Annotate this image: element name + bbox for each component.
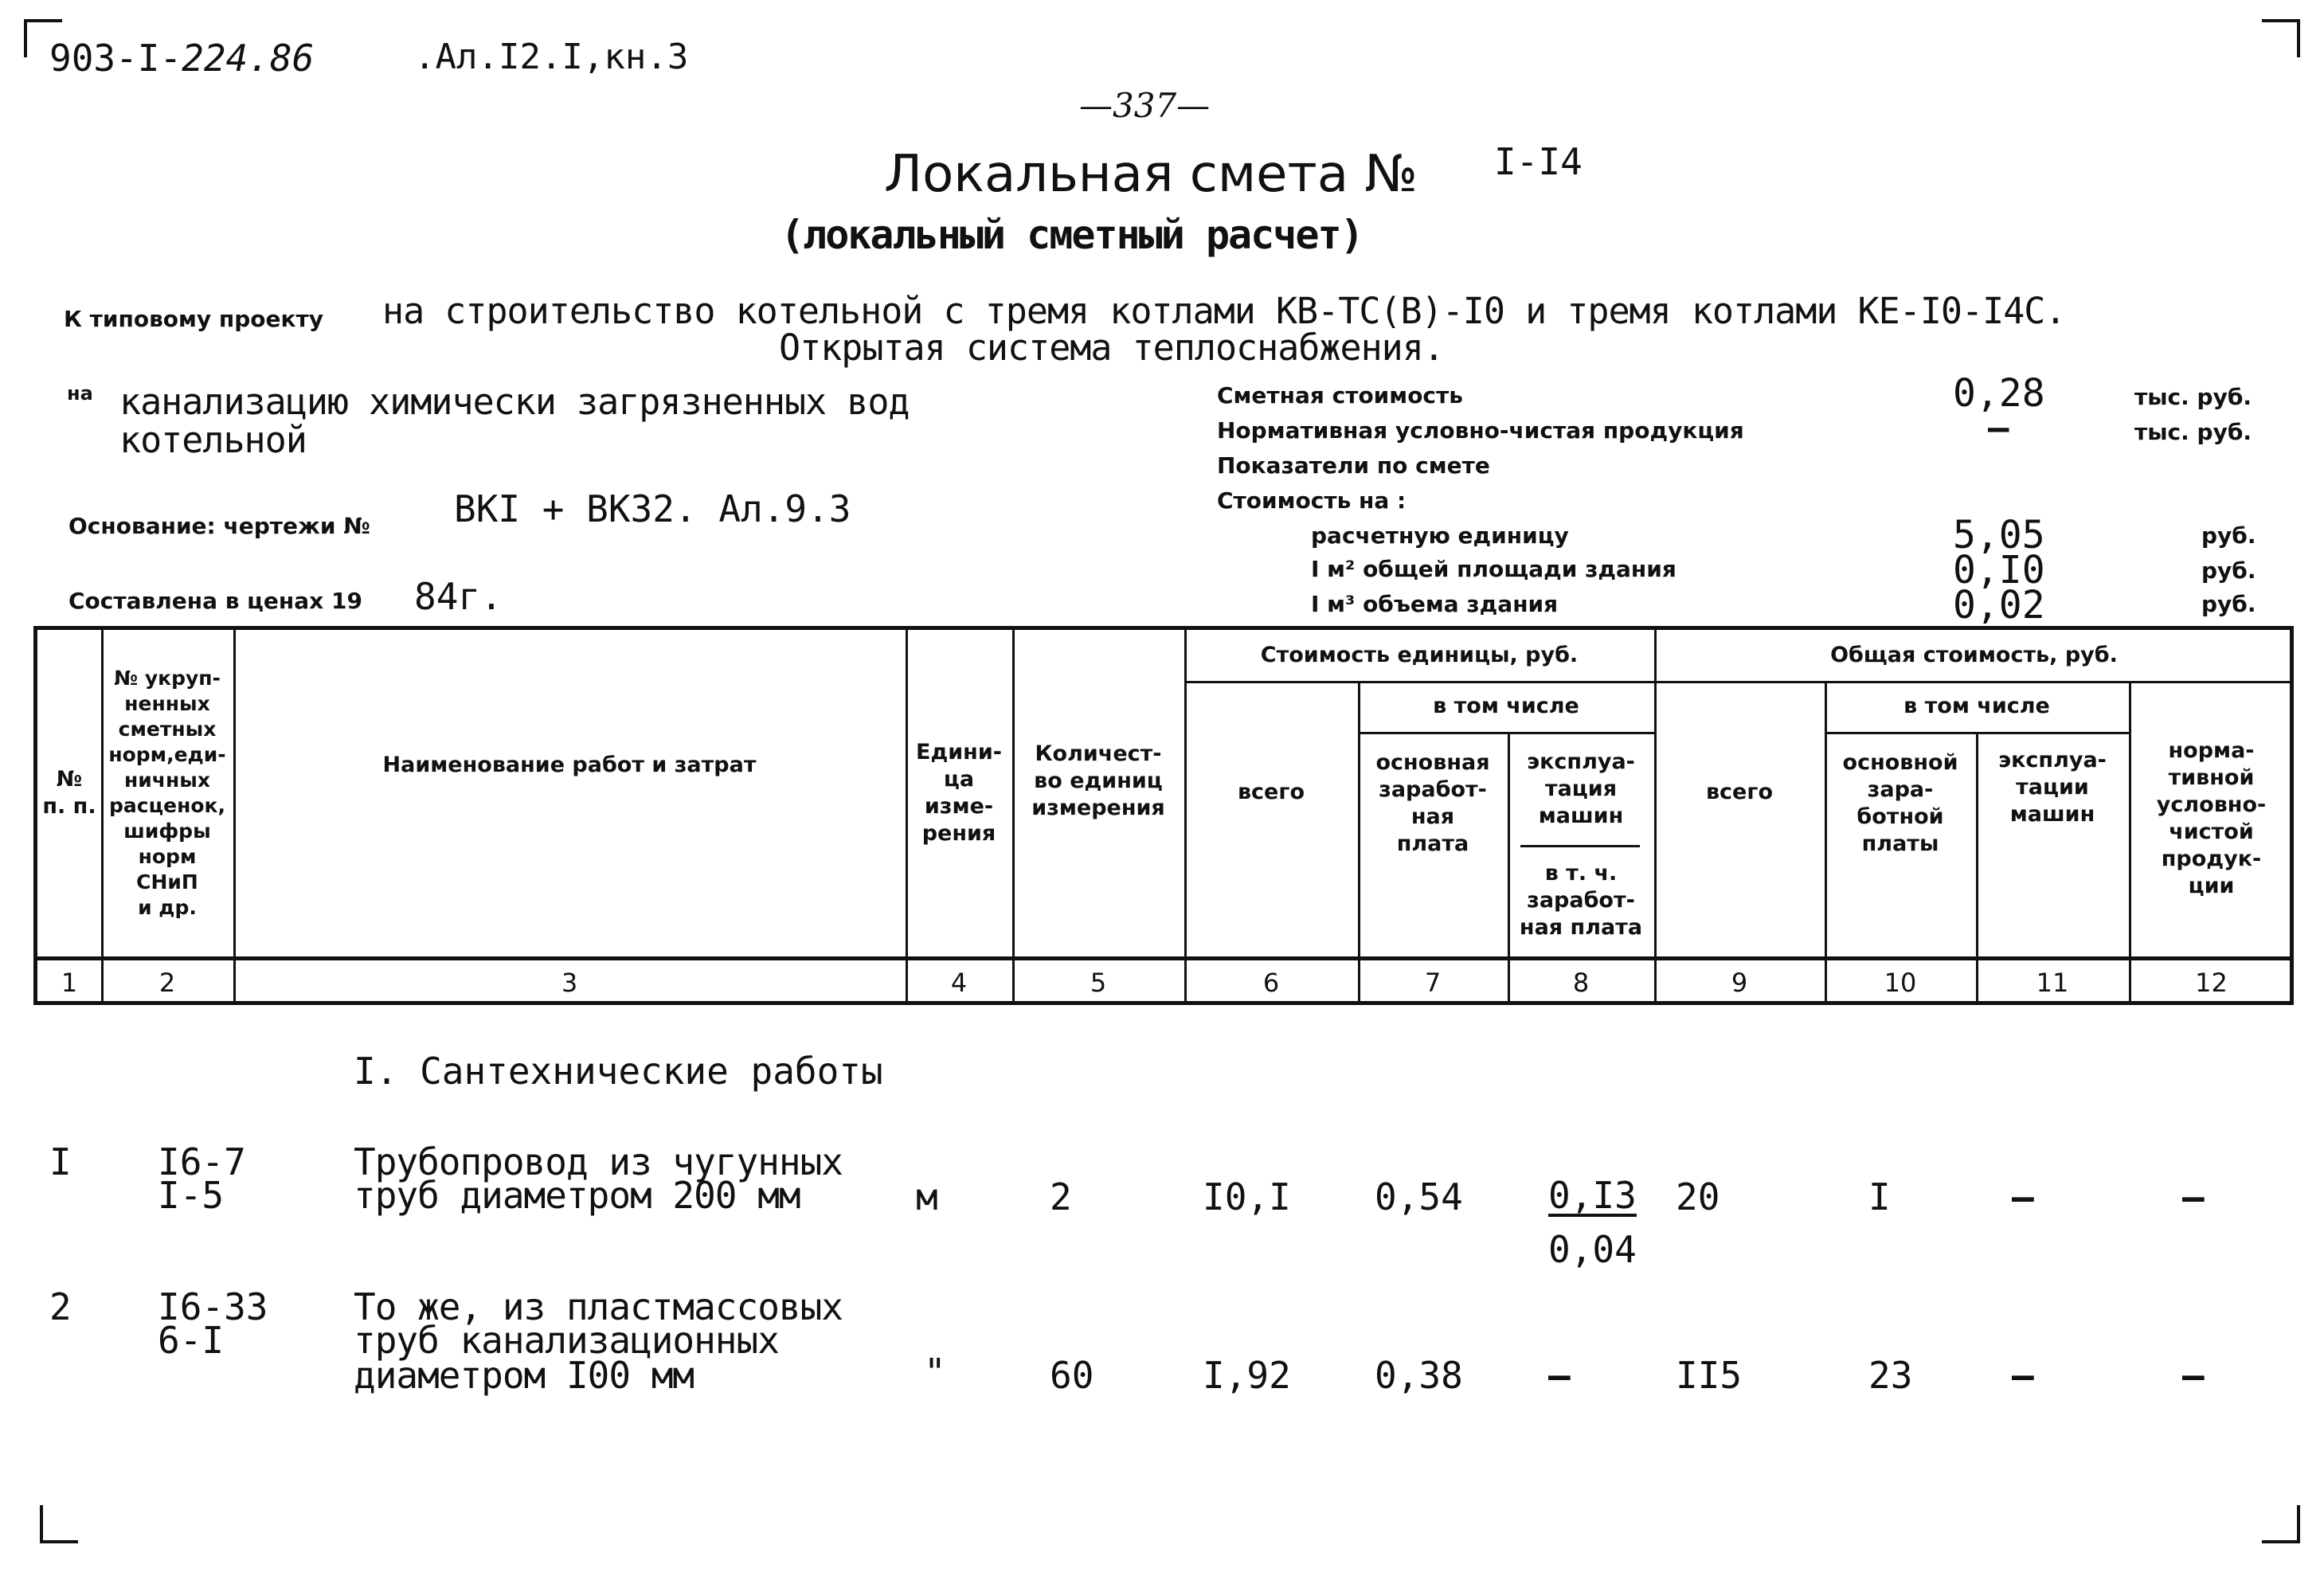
row-1-code-1: I6-7 [158, 1140, 246, 1183]
col-header-work-name: Наименование работ и затрат [382, 753, 757, 777]
row-1-cost-total: I0,I [1203, 1175, 1291, 1218]
row-2-code-1: I6-33 [158, 1285, 268, 1328]
col-number: 8 [1572, 968, 1590, 998]
col-header-quantity: Количест- во единиц измерения [1031, 741, 1165, 820]
doc-code [49, 37, 314, 80]
col-number: 4 [950, 968, 968, 998]
col-header-unit-wage: основная заработ- ная плата [1375, 750, 1490, 856]
col-header-code: № укруп- ненных сметных норм,еди- ничных расценок, шифры норм СНиП и др. [108, 667, 226, 919]
row-2-cost-wage: 0,38 [1375, 1354, 1463, 1397]
summary-volume-label: I м³ объема здания [1311, 591, 1559, 617]
summary-volume-unit: руб. [2201, 591, 2256, 617]
summary-unit-unit: руб. [2201, 522, 2256, 549]
row-2-sum-normative: — [2182, 1354, 2205, 1397]
summary-unit-label: расчетную единицу [1311, 522, 1569, 549]
summary-estimate-label: Сметная стоимость [1217, 382, 1463, 409]
project-line-1: на строительство котельной с тремя котлами КВ-ТС(В)-I0 и тремя котлами КЕ-I0-I4С. [382, 290, 2066, 332]
summary-area-unit: руб. [2201, 557, 2256, 584]
col-number: 9 [1731, 968, 1748, 998]
row-2-cost-machines: — [1548, 1354, 1571, 1397]
col-number: 11 [2036, 968, 2069, 998]
summary-cost-per-label: Стоимость на : [1217, 487, 1407, 514]
row-1-name-1: Трубопровод из чугунных [354, 1140, 843, 1183]
page-title-number: I-I4 [1494, 140, 1583, 183]
row-2-sum-machines: — [2012, 1354, 2034, 1397]
row-2-code-2: 6-I [158, 1319, 225, 1362]
row-1-name-2: труб диаметром 200 мм [354, 1174, 800, 1217]
col-number: 6 [1262, 968, 1280, 998]
col-header-unit-machines: эксплуа- тация машин [1527, 749, 1635, 828]
project-line-2: Открытая система теплоснабжения. [779, 327, 1444, 369]
basis-value: ВКI + ВК32. Ал.9.3 [454, 487, 851, 530]
corner-mark-bottom-right [2262, 1505, 2300, 1543]
on-line-1: канализацию химически загрязненных вод [119, 381, 910, 423]
doc-album: .Ал.I2.I,кн.3 [414, 37, 689, 77]
summary-unit-value: 5,05 [1953, 513, 2045, 557]
summary-volume-value: 0,02 [1953, 583, 2045, 628]
basis-label: Основание: чертежи № [68, 513, 370, 539]
row-1-qty: 2 [1050, 1175, 1072, 1218]
row-2-number: 2 [49, 1285, 72, 1328]
row-2-sum-wage: 23 [1868, 1354, 1913, 1397]
row-1-sum-total: 20 [1676, 1175, 1720, 1218]
col-number: 5 [1090, 968, 1107, 998]
on-line-2: котельной [119, 419, 307, 461]
section-title: I. Сантехнические работы [354, 1050, 883, 1093]
col-header-unit-total: всего [1237, 780, 1305, 804]
col-header-number: № п. п. [42, 767, 96, 819]
row-1-sum-machines: — [2012, 1175, 2034, 1218]
col-number: 10 [1884, 968, 1917, 998]
row-1-unit: м [916, 1175, 938, 1218]
prices-label: Составлена в ценах 19 [68, 588, 362, 614]
summary-estimate-unit: тыс. руб. [2134, 384, 2252, 410]
col-header-total-cost: Общая стоимость, руб. [1830, 643, 2118, 667]
row-1-sum-normative: — [2182, 1175, 2205, 1218]
summary-area-value: 0,I0 [1953, 548, 2045, 592]
row-1-sum-wage: I [1868, 1175, 1891, 1218]
col-header-unit-machines-wage: в т. ч. заработ- ная плата [1519, 861, 1643, 940]
summary-estimate-value: 0,28 [1953, 371, 2045, 416]
col-header-unit-incl: в том числе [1433, 694, 1579, 718]
col-header-unit: Едини- ца изме- рения [916, 740, 1002, 846]
page-title-sub: (локальный сметный расчет) [781, 212, 1363, 258]
page-number: —337— [1079, 86, 1211, 125]
row-2-name-1: То же, из пластмассовых [354, 1285, 843, 1328]
row-2-cost-total: I,92 [1203, 1354, 1291, 1397]
summary-normative-value: — [1988, 408, 2009, 448]
doc-code-handwritten: 224.86 [182, 37, 315, 80]
on-label: на [67, 382, 93, 405]
corner-mark-bottom-left [40, 1505, 78, 1543]
page-title: Локальная смета № [884, 145, 1418, 204]
summary-normative-label: Нормативная условно-чистая продукция [1217, 417, 1744, 444]
project-label: К типовому проекту [64, 306, 324, 332]
grid-line [37, 956, 2294, 960]
summary-indicators-label: Показатели по смете [1217, 452, 1490, 479]
col-header-sum-normative: норма- тивной условно- чистой продук- ции [2156, 738, 2267, 898]
row-2-name-2: труб канализационных [354, 1319, 779, 1362]
corner-mark-top-right [2262, 19, 2300, 57]
col-number: 2 [158, 968, 176, 998]
row-2-name-3: диаметром I00 мм [354, 1354, 694, 1397]
col-header-total-incl: в том числе [1903, 694, 2050, 718]
row-2-qty: 60 [1050, 1354, 1094, 1397]
estimate-table-header [33, 626, 2294, 1005]
row-1-cost-machines: 0,I3 [1548, 1174, 1637, 1217]
col-number: 3 [561, 968, 578, 998]
col-number: 1 [61, 968, 78, 998]
col-header-sum-total: всего [1705, 780, 1774, 804]
row-1-code-2: I-5 [158, 1174, 225, 1217]
summary-normative-unit: тыс. руб. [2134, 419, 2252, 445]
doc-code-prefix: 903-I- [49, 37, 182, 80]
col-number: 12 [2195, 968, 2228, 998]
col-header-sum-machines: эксплуа- тации машин [1998, 748, 2107, 827]
summary-area-label: I м² общей площади здания [1311, 556, 1676, 582]
row-2-unit: " [924, 1351, 946, 1394]
col-header-unit-cost: Стоимость единицы, руб. [1260, 643, 1579, 667]
row-2-sum-total: II5 [1676, 1354, 1743, 1397]
col-header-sum-wage: основной зара- ботной платы [1842, 750, 1958, 856]
prices-year: 84г. [414, 575, 503, 618]
col-number: 7 [1424, 968, 1442, 998]
row-1-cost-wage: 0,54 [1375, 1175, 1463, 1218]
row-1-number: I [49, 1140, 72, 1183]
row-1-cost-machines-wage: 0,04 [1548, 1228, 1637, 1271]
